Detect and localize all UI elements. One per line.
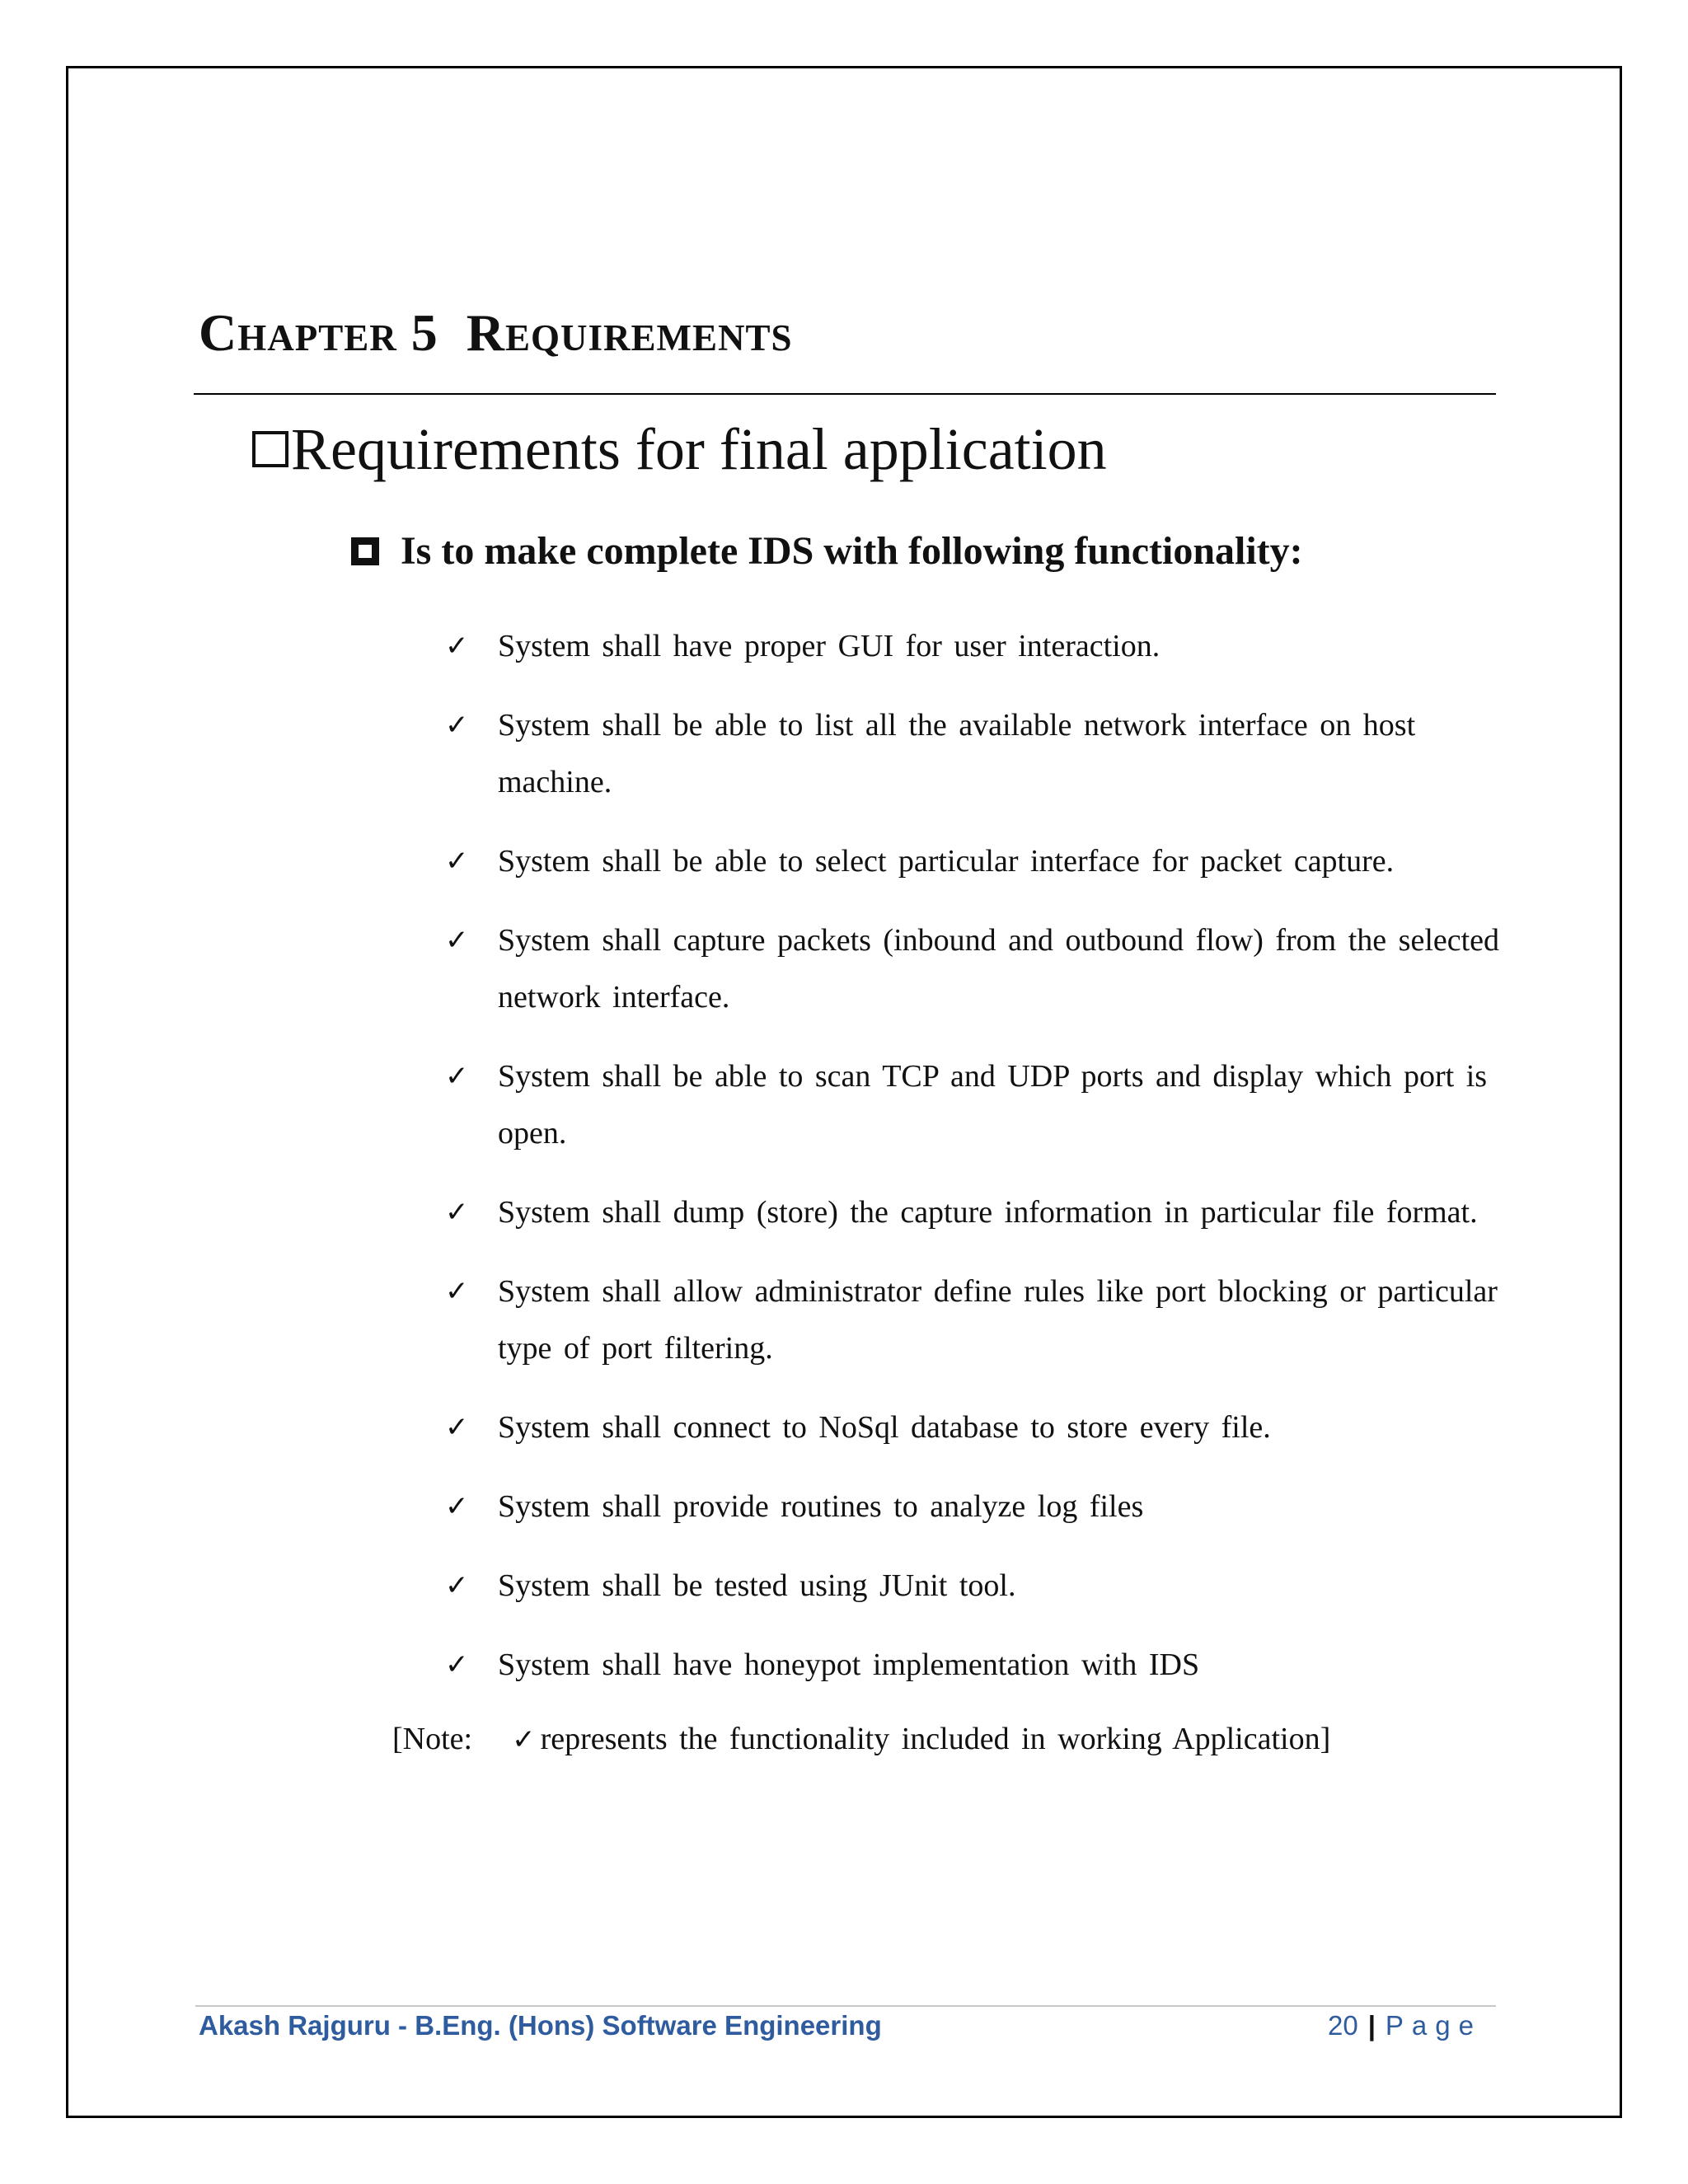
check-icon: ✓ (445, 845, 469, 878)
requirement-item (445, 618, 1500, 675)
requirement-item (445, 1558, 1500, 1615)
check-icon: ✓ (445, 1196, 469, 1229)
page-number: 20 (1327, 2010, 1358, 2041)
requirement-text: System shall connect to NoSql database to store every file. (498, 1410, 1271, 1445)
check-icon: ✓ (445, 1648, 469, 1681)
footer-page-number (1328, 2005, 1482, 2046)
requirement-item (445, 912, 1500, 1026)
check-icon: ✓ (445, 1275, 469, 1308)
requirement-text: System shall have honeypot implementation with IDS (498, 1647, 1200, 1682)
check-icon: ✓ (445, 630, 469, 663)
requirement-item (445, 1263, 1500, 1377)
check-icon: ✓ (445, 1411, 469, 1444)
check-icon: ✓ (445, 709, 469, 742)
requirement-item (445, 1479, 1500, 1535)
note (392, 1710, 1330, 1769)
requirement-text: System shall be able to select particular interface for packet capture. (498, 844, 1395, 879)
section-heading (252, 414, 1107, 485)
requirement-text: System shall dump (store) the capture information in particular file format. (498, 1195, 1478, 1230)
footer-separator: | (1367, 2010, 1376, 2041)
chapter-heading (199, 303, 793, 362)
chapter-title: Requirements (466, 303, 793, 362)
section-title: Requirements for final application (291, 416, 1107, 482)
subsection-heading (351, 527, 1303, 575)
requirement-text: System shall be able to scan TCP and UDP ports and display which port is open. (498, 1059, 1488, 1151)
requirement-item (445, 833, 1500, 890)
page-word: Page (1385, 2010, 1482, 2041)
requirements-list (445, 618, 1500, 1716)
empty-box-icon (252, 431, 288, 467)
check-icon: ✓ (445, 1060, 469, 1093)
chapter-label: Chapter 5 (199, 303, 438, 362)
requirement-text: System shall provide routines to analyze log files (498, 1489, 1144, 1524)
note-text: represents the functionality included in working Application] (540, 1722, 1331, 1756)
requirement-text: System shall be tested using JUnit tool. (498, 1568, 1016, 1603)
requirement-text: System shall be able to list all the available network interface on host machine. (498, 708, 1416, 799)
filled-box-icon (351, 537, 379, 565)
heading-rule (194, 393, 1496, 395)
requirement-item (445, 1048, 1500, 1162)
requirement-item (445, 1399, 1500, 1456)
subsection-title: Is to make complete IDS with following functionality: (401, 529, 1303, 573)
requirement-text: System shall have proper GUI for user interaction. (498, 629, 1160, 663)
requirement-item (445, 1637, 1500, 1694)
requirement-text: System shall allow administrator define rules like port blocking or particular type of port filtering. (498, 1274, 1498, 1366)
footer-author: Akash Rajguru - B.Eng. (Hons) Software Engineering (199, 2010, 882, 2041)
requirement-item (445, 697, 1500, 811)
check-icon: ✓ (445, 1490, 469, 1523)
check-icon: ✓ (445, 924, 469, 957)
check-icon: ✓ (445, 1569, 469, 1602)
note-label: [Note: (392, 1722, 473, 1756)
requirement-text: System shall capture packets (inbound and outbound flow) from the selected network interface. (498, 923, 1500, 1015)
requirement-item (445, 1184, 1500, 1241)
check-icon: ✓ (512, 1723, 536, 1756)
